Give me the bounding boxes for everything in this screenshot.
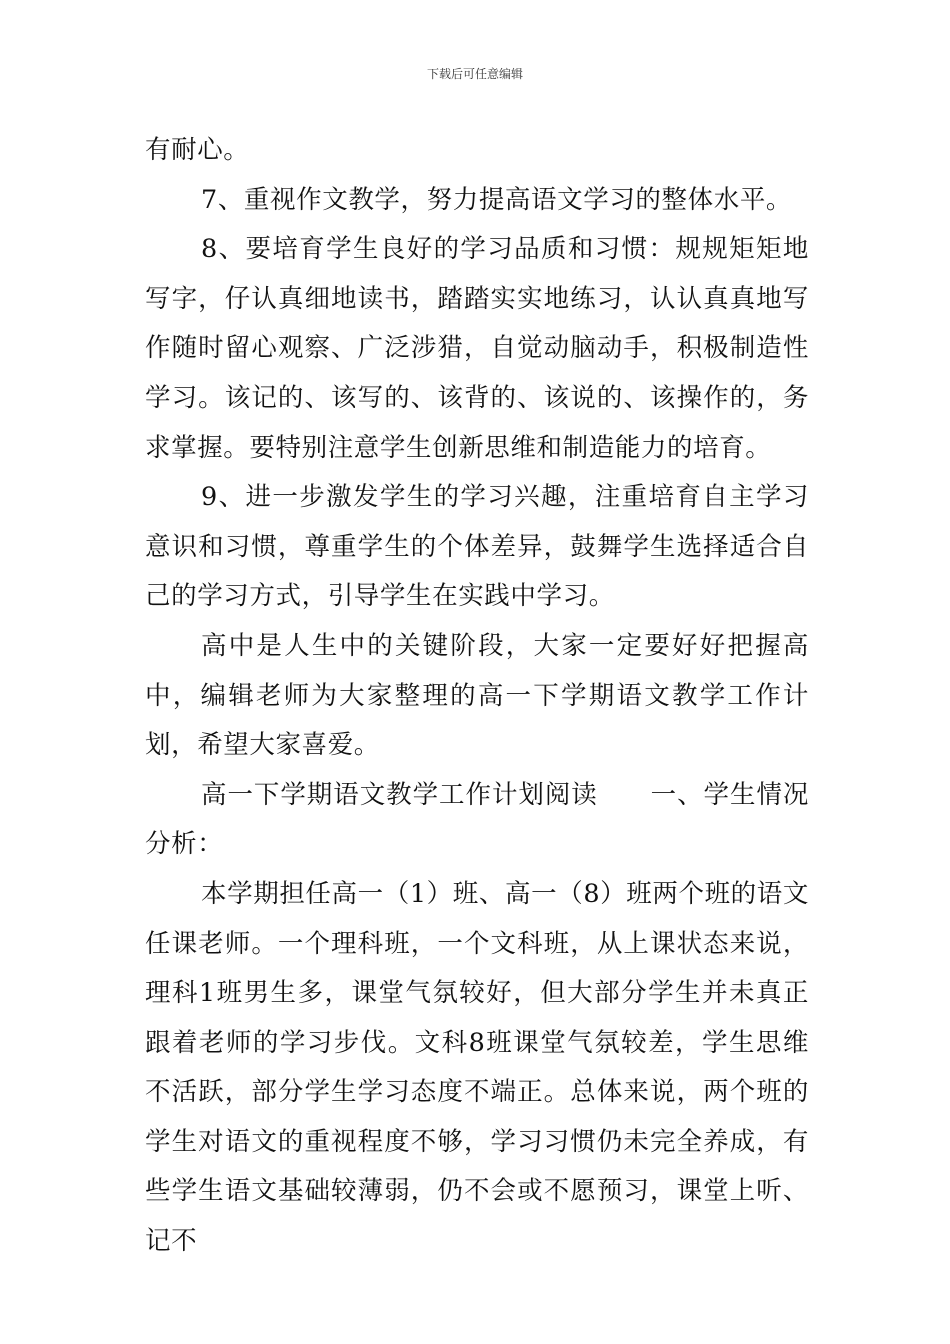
paragraph-6-section-heading: 高一下学期语文教学工作计划阅读 一、学生情况分析： xyxy=(145,779,809,860)
paragraph-1: 有耐心。 xyxy=(145,135,250,165)
page-header: 下载后可任意编辑 xyxy=(426,67,523,81)
document-body xyxy=(145,126,809,1267)
paragraph-7: 本学期担任高一（1）班、高一（8）班两个班的语文任课老师。一个理科班，一个文科班，从上课状态来说，理科1班男生多，课堂气氛较好，但大部分学生并未真正跟着老师的学习步伐。文科8班课堂气氛较差，学生思维不活跃，部分学生学习态度不端正。总体来说，两个班的学生对语文的重视程度不够，学习习惯仍未完全养成，有些学生语文基础较薄弱，仍不会或不愿预习，课堂上听、记不 xyxy=(145,878,809,1257)
paragraph-5: 高中是人生中的关键阶段，大家一定要好好把握高中，编辑老师为大家整理的高一下学期语文教学工作计划，希望大家喜爱。 xyxy=(145,630,809,761)
paragraph-4: 9、进一步激发学生的学习兴趣，注重培育自主学习意识和习惯，尊重学生的个体差异，鼓舞学生选择适合自己的学习方式，引导学生在实践中学习。 xyxy=(145,482,809,612)
paragraph-2: 7、重视作文教学，努力提高语文学习的整体水平。 xyxy=(201,184,793,215)
paragraph-3: 8、要培育学生良好的学习品质和习惯：规规矩矩地写字，仔认真细地读书，踏踏实实地练习，认认真真地写作随时留心观察、广泛涉猎，自觉动脑动手，积极制造性学习。该记的、该写的、该背的、该说的、该操作的，务求掌握。要特别注意学生创新思维和制造能力的培育。 xyxy=(145,234,809,463)
